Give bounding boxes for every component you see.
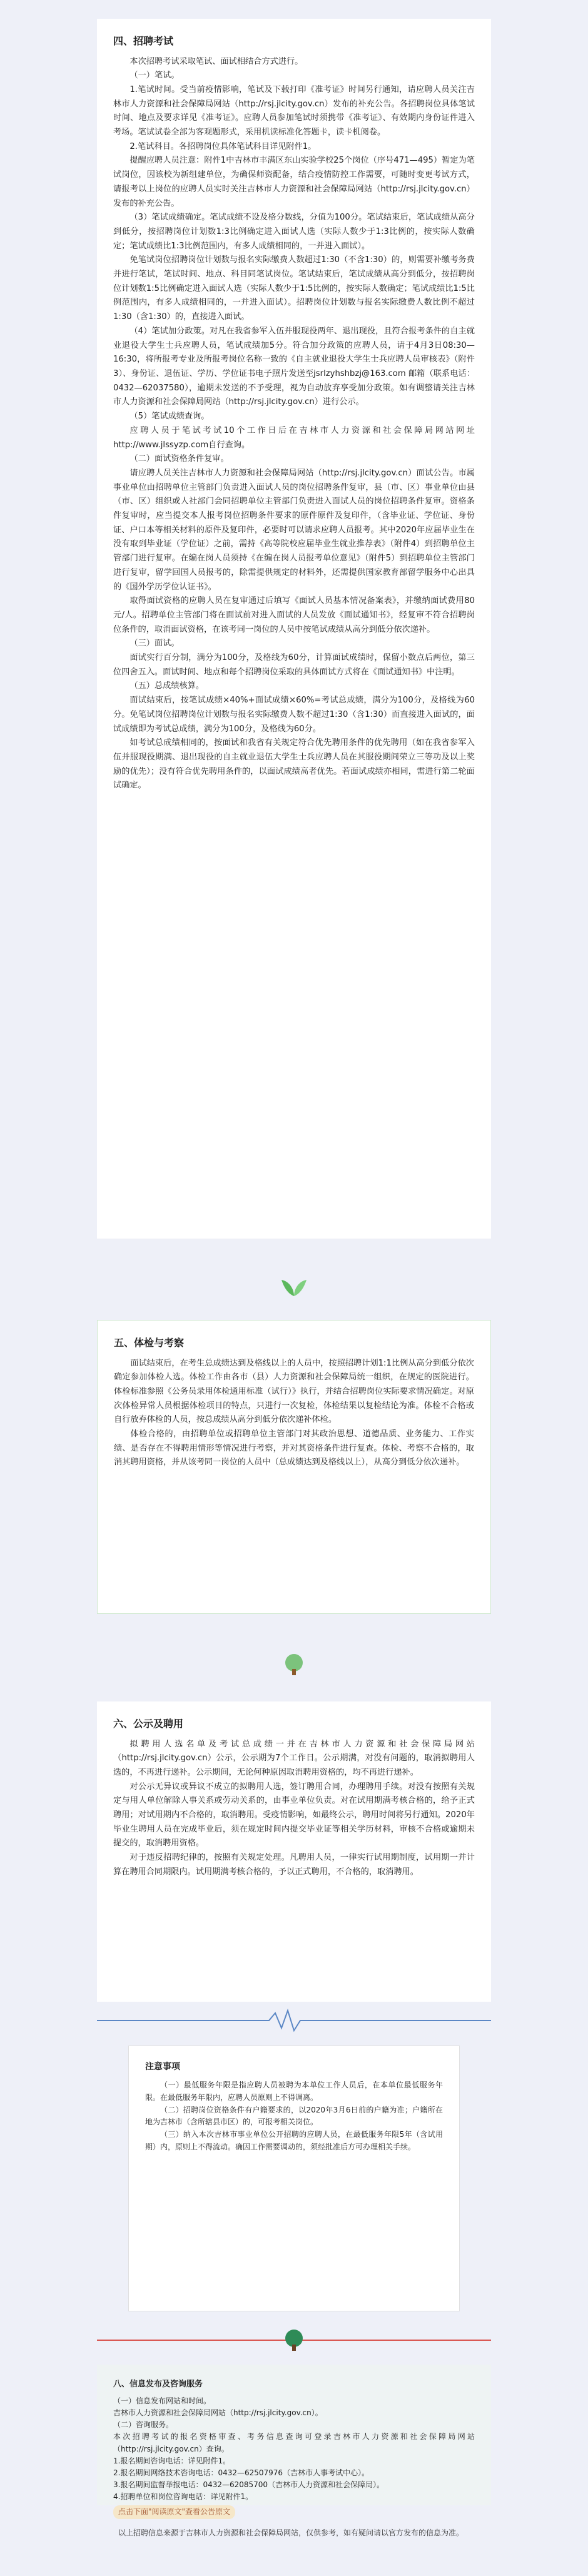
paragraph: （五）总成绩核算。	[129, 681, 205, 691]
info-line: 3.报名期间监督举报电话：0432—62085700（吉林市人力资源和社会保障局）。	[113, 2480, 385, 2490]
read-original-pill[interactable]: 点击下面"阅读原文"查看公告原文	[113, 2505, 235, 2518]
paragraph: 面试结束后，在考生总成绩达到及格线以上的人员中，按照招聘计划1:1比例从高分到低分依次确定参加体检人选。体检工作由各市（县）人力资源和社会保障局统一组织，在规定的医院进行。体检标准参照《公务员录用体检通用标准（试行）》执行，并结合招聘岗位实际要求情况确定。对原次体检异常人员根据体检项目的特点，只进行一次复检，体检结果以复检结论为准。体检不合格或自行放弃体检的人员，按总成绩从高分到低分依次递补体检。	[114, 1358, 474, 1425]
section-title: 八、信息发布及咨询服务	[113, 2380, 203, 2389]
paragraph: 本次招聘考试采取笔试、面试相结合方式进行。	[129, 56, 303, 66]
section-medical-check	[97, 1320, 491, 1614]
notes-box	[128, 2046, 460, 2311]
footer-disclaimer	[97, 2527, 491, 2571]
paragraph: 体检合格的，由招聘单位或招聘单位主管部门对其政治思想、道德品质、业务能力、工作实绩、是否存在不得聘用情形等情况进行考察，并对其资格条件进行复查。体检、考察不合格的，取消其聘用资格，并从该考同一岗位的人员中（总成绩达到及格线以上），从高分到低分依次递补。	[114, 1429, 474, 1468]
paragraph: 拟聘用人选名单及考试总成绩一并在吉林市人力资源和社会保障局网站（http://rsj.jlcity.gov.cn）公示，公示期为7个工作日。公示期满，对没有问题的，取消拟聘用人选的，不再进行递补。公示期间，无论何种原因取消聘用资格的，均不再进行递补。	[113, 1739, 475, 1777]
paragraph: （3）笔试成绩确定。笔试成绩不设及格分数线，分值为100分。笔试结束后，笔试成绩从高分到低分，按招聘岗位计划数1:3比例确定进入面试人选（实际人数少于1:3比例的，按实际人数确定；笔试成绩比1:3比例范围内，有多人成绩相同的，一并进入面试）。	[113, 213, 475, 251]
paragraph: 取得面试资格的应聘人员在复审通过后填写《面试人员基本情况备案表》，并缴纳面试费用80元/人。招聘单位主管部门将在面试前对进入面试的人员发放《面试通知书》，经复审不符合招聘岗位条件的，取消面试资格，在该考同一岗位的人员中按笔试成绩从高分到低分依次递补。	[113, 596, 475, 634]
info-line: （二）咨询服务。	[113, 2420, 174, 2430]
notes-item: （一）最低服务年限是指应聘人员被聘为本单位工作人员后，在本单位最低服务年限。在最低服务年限内，应聘人员原则上不得调离。	[145, 2081, 443, 2102]
divider-wave-icon	[0, 2008, 588, 2033]
leaf-icon	[275, 1276, 313, 1299]
info-line: 吉林市人力资源和社会保障局网站（http://rsj.jlcity.gov.cn）。	[113, 2408, 323, 2417]
section-title: 四、招聘考试	[113, 35, 174, 47]
paragraph: 请应聘人员关注吉林市人力资源和社会保障局网站（http://rsj.jlcity.gov.cn）面试公告。市属事业单位由招聘单位主管部门负责进入面试人员的岗位招聘条件复审，县（市、区）事业单位由县（市、区）组织或人社部门会同招聘单位主管部门负责进入面试人员的岗位招聘条件复审。资格条件复审时，应当提交本人报考岗位招聘条件要求的原件原件及复印件，（含毕业证、学位证、身份证、户口本等相关材料的原件及复印件，必要时可以请求应聘人员报考。其中2020年应届毕业生在没有取到毕业证（学位证）之前，需持《高等院校应届毕业生就业推荐表》（附件4）到招聘单位主管部门进行复审。在编在岗人员须持《在编在岗人员报考单位意见》（附件5）到招聘单位主管部门进行复审，留学回国人员报考的，除需提供规定的材料外，还需提供国家教育部留学服务中心出具的《国外学历学位认证书》。	[113, 468, 475, 592]
section-title: 五、体检与考察	[114, 1337, 185, 1349]
paragraph: （一）笔试。	[129, 71, 180, 81]
info-line: 2.报名期间网络技术咨询电话：0432—62507976（吉林市人事考试中心）。	[113, 2468, 370, 2477]
paragraph: 2.笔试科目。各招聘岗位具体笔试科目详见附件1。	[129, 141, 317, 151]
info-line: 1.报名期间咨询电话：详见附件1。	[113, 2456, 231, 2465]
paragraph: 对公示无异议或异议不成立的拟聘用人选，签订聘用合同，办理聘用手续。对没有按照有关规定与用人单位解除人事关系或劳动关系的，由事业单位负责。对在试用期满考核合格的，给予正式聘用；对试用期内不合格的，取消聘用。受疫情影响，如最终公示，聘用时间将另行通知。2020年毕业生聘用人员在完成毕业后，须在规定时间内提交毕业证等相关学历材料，审核不合格或逾期未提交的，取消聘用资格。	[113, 1782, 475, 1848]
paragraph: 面试结束后，按笔试成绩×40%+面试成绩×60%=考试总成绩，满分为100分，及格线为60分。免笔试岗位招聘岗位计划数与报名实际缴费人数不超过1:30（含1:30）而直接进入面试的，面试成绩即为考试总成绩，满分为100分，及格线为60分。	[113, 696, 475, 734]
section-publicity-employment	[97, 1701, 491, 2002]
paragraph: （4）笔试加分政策。对凡在我省参军入伍并服现役两年、退出现役，且符合报考条件的自主就业退役大学生士兵应聘人员，笔试成绩加5分。符合加分政策的应聘人员，请于4月3日08:30—16:30，将所报考专业及所报考岗位名称一致的《自主就业退役大学生士兵应聘人员审核表》（附件3）、身份证、退伍证、学历、学位证书电子照片发送至jsrlzyhshbzj@163.com 邮箱（联系电话：0432—62037580），逾期未发送的不予受理，视为自动放弃享受加分政策。如有调整请关注吉林市人力资源和社会保障局网站（http://rsj.jlcity.gov.cn）进行公示。	[113, 326, 475, 407]
tree-icon	[269, 2327, 319, 2352]
paragraph: （三）面试。	[129, 639, 180, 649]
section-exam	[97, 19, 491, 1239]
paragraph: （5）笔试成绩查询。	[129, 412, 210, 422]
paragraph: 应聘人员于笔试考试10个工作日后在吉林市人力资源和社会保障局网站网址http://www.jlssyzp.com自行查询。	[113, 425, 475, 450]
notes-item: （三）纳入本次吉林市事业单位公开招聘的应聘人员，在最低服务年限5年（含试用期）内，原则上不得流动。确因工作需要调动的，须经批准后方可办理相关手续。	[145, 2130, 443, 2152]
info-line: 本次招聘考试的报名资格审查、考务信息查询可登录吉林市人力资源和社会保障局网站（http://rsj.jlcity.gov.cn）查询。	[113, 2432, 475, 2453]
section-info-service	[97, 2365, 491, 2517]
paragraph: 如考试总成绩相同的，按面试和我省有关规定符合优先聘用条件的优先聘用（如在我省参军入伍并服现役期满、退出现役的自主就业退伍大学生士兵应聘人员在其服役期间荣立三等功及以上奖励的优先）；没有符合优先聘用条件的，以面试成绩高者优先。若面试成绩亦相同，需进行第二轮面试确定。	[113, 738, 475, 791]
notes-item: （二）招聘岗位资格条件有户籍要求的，以2020年3月6日前的户籍为准；户籍所在地为吉林市（含所辖县市区）的，可报考相关岗位。	[145, 2105, 443, 2127]
paragraph: 面试实行百分制，满分为100分，及格线为60分，计算面试成绩时，保留小数点后两位，第三位四舍五入。面试时间、地点和每个招聘岗位采取的具体面试方式将在《面试通知书》中注明。	[113, 653, 475, 677]
paragraph: 提醒应聘人员注意：附件1中吉林市丰满区东山实验学校25个岗位（序号471—495）暂定为笔试岗位，因该校为新组建单位，为确保师资配备，结合疫情防控工作需要，可随时变更考试方式，请报考以上岗位的应聘人员实时关注吉林市人力资源和社会保障局网站（http://rsj.jlcity.gov.cn）发布的补充公告。	[113, 156, 475, 208]
paragraph: 对于违反招聘纪律的，按照有关规定处理。凡聘用人员，一律实行试用期制度，试用期一并计算在聘用合同期限内。试用期满考核合格的，予以正式聘用，不合格的，取消聘用。	[113, 1853, 475, 1877]
paragraph: 免笔试岗位招聘岗位计划数与报名实际缴费人数超过1:30（不含1:30）的，则需要补缴考务费并进行笔试，笔试时间、地点、科目同笔试岗位。笔试结束后，笔试成绩从高分到低分，按招聘岗位计划数1:5比例确定进入面试人选（实际人数少于1:5比例的，按实际人数确定；笔试成绩比1:5比例范围内，有多人成绩相同的，一并进入面试）。招聘岗位计划数与报名实际缴费人数比例不超过1:30（含1:30）的，直接进入面试。	[113, 255, 475, 322]
paragraph: 1.笔试时间。受当前疫情影响，笔试及下载打印《准考证》时间另行通知，请应聘人员关注吉林市人力资源和社会保障局网站（http://rsj.jlcity.gov.cn）发布的补充公告。各招聘岗位具体笔试时间、地点及要求详见《准考证》。应聘人员参加笔试时须携带《准考证》、有效期内身份证件进入考场。笔试试卷全部为客观题形式，采用机读标准化答题卡，读卡机阅卷。	[113, 84, 475, 138]
section-title: 六、公示及聘用	[113, 1718, 184, 1730]
tree-icon	[269, 1651, 319, 1676]
paragraph: （二）面试资格条件复审。	[129, 454, 229, 464]
footer-text: 以上招聘信息来源于吉林市人力资源和社会保障局网站，仅供参考，如有疑问请以官方发布的信息为准。	[118, 2528, 464, 2537]
info-line: 4.招聘单位和岗位咨询电话：详见附件1。	[113, 2492, 253, 2502]
info-line: （一）信息发布网站和时间。	[113, 2396, 211, 2405]
notes-title: 注意事项	[145, 2062, 180, 2072]
